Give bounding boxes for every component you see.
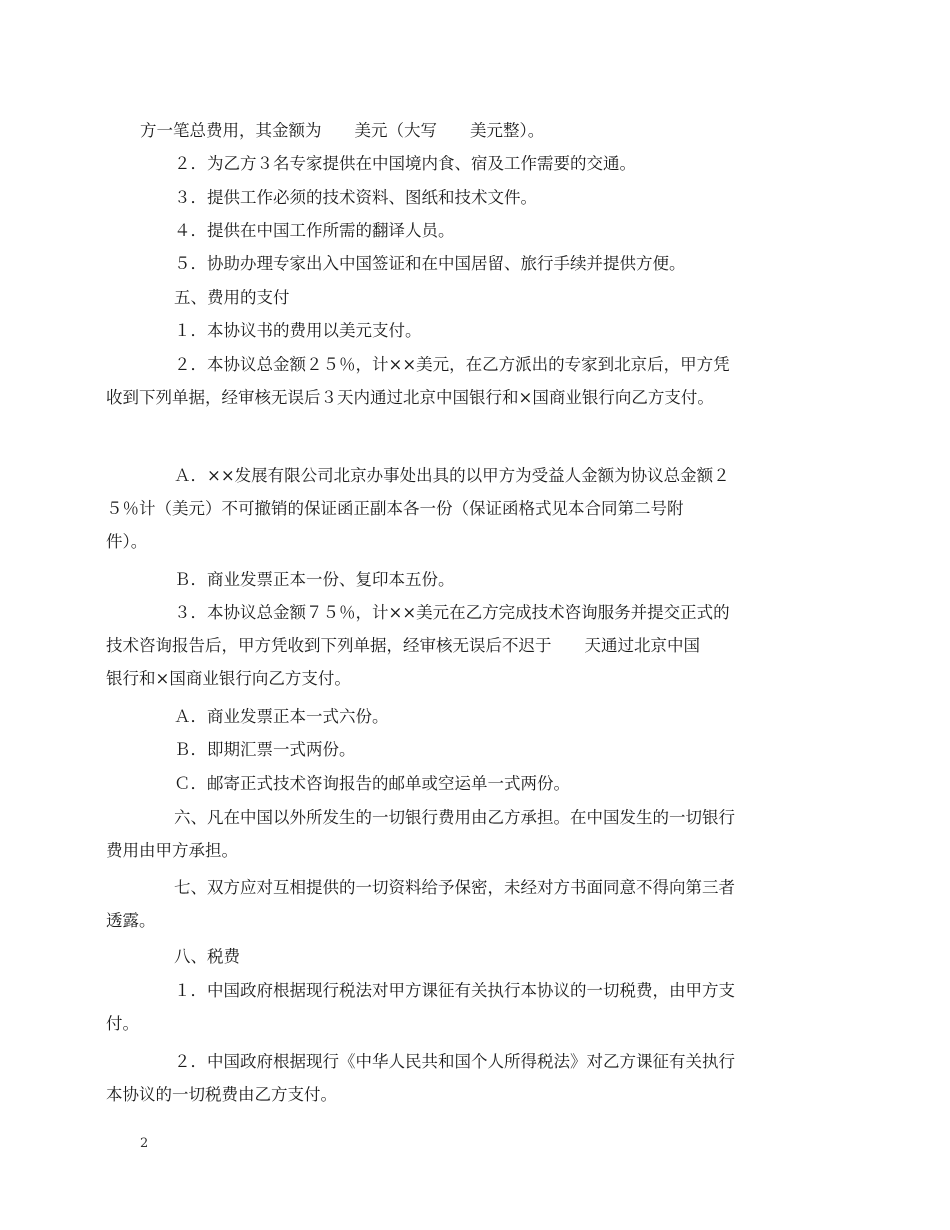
paragraph-tax-party-a <box>106 974 820 1040</box>
paragraph-line: １．中国政府根据现行税法对甲方课征有关执行本协议的一切税费，由甲方支 <box>174 981 735 1000</box>
paragraph-line: Ａ．××发展有限公司北京办事处出具的以甲方为受益人金额为协议总金额２ <box>174 466 730 485</box>
paragraph-line: 付。 <box>106 1014 139 1033</box>
paragraph-line: 七、双方应对互相提供的一切资料给予保密，未经对方书面同意不得向第三者 <box>174 878 735 897</box>
paragraph-line: ２．为乙方３名专家提供在中国境内食、宿及工作需要的交通。 <box>174 154 636 173</box>
paragraph-payment-25-percent <box>106 348 820 414</box>
paragraph-payment-currency <box>140 314 820 347</box>
paragraph-line: Ｂ．即期汇票一式两份。 <box>174 740 356 759</box>
paragraph-line: ３．提供工作必须的技术资料、图纸和技术文件。 <box>174 188 537 207</box>
paragraph-line: ２．本协议总金额２５％，计××美元，在乙方派出的专家到北京后，甲方凭 <box>174 355 730 374</box>
section-heading-taxes <box>140 940 820 973</box>
paragraph-fee-amount <box>140 114 820 147</box>
paragraph-item-3-materials <box>140 181 820 214</box>
paragraph-item-a-guarantee <box>106 459 820 558</box>
paragraph-item-5-visa <box>140 247 820 280</box>
paragraph-line: Ｃ．邮寄正式技术咨询报告的邮单或空运单一式两份。 <box>174 774 570 793</box>
section-heading-payment <box>140 281 820 314</box>
paragraph-line: 收到下列单据，经审核无误后３天内通过北京中国银行和×国商业银行向乙方支付。 <box>106 388 714 407</box>
paragraph-line: ３．本协议总金额７５％，计××美元在乙方完成技术咨询服务并提交正式的 <box>174 603 730 622</box>
paragraph-line: ５％计（美元）不可撤销的保证函正副本各一份（保证函格式见本合同第二号附 <box>106 499 684 518</box>
paragraph-item-c-airway-bill <box>140 767 820 800</box>
paragraph-line: 技术咨询报告后，甲方凭收到下列单据，经审核无误后不迟于 天通过北京中国 <box>106 636 700 655</box>
paragraph-payment-75-percent <box>106 596 820 695</box>
paragraph-line: 五、费用的支付 <box>174 288 290 307</box>
section-bank-fees <box>106 801 820 867</box>
paragraph-tax-party-b <box>106 1045 820 1111</box>
paragraph-line: 本协议的一切税费由乙方支付。 <box>106 1085 337 1104</box>
paragraph-line: １．本协议书的费用以美元支付。 <box>174 321 422 340</box>
paragraph-line: ２．中国政府根据现行《中华人民共和国个人所得税法》对乙方课征有关执行 <box>174 1052 735 1071</box>
paragraph-line: Ａ．商业发票正本一式六份。 <box>174 707 389 726</box>
paragraph-line: ５．协助办理专家出入中国签证和在中国居留、旅行手续并提供方便。 <box>174 254 686 273</box>
paragraph-item-a-invoice-six <box>140 700 820 733</box>
paragraph-item-b-invoice <box>140 563 820 596</box>
paragraph-line: Ｂ．商业发票正本一份、复印本五份。 <box>174 570 455 589</box>
paragraph-line: 银行和×国商业银行向乙方支付。 <box>106 669 351 688</box>
paragraph-line: 方一笔总费用，其金额为 美元（大写 美元整）。 <box>140 121 545 140</box>
section-confidentiality <box>106 871 820 937</box>
paragraph-line: ４．提供在中国工作所需的翻译人员。 <box>174 221 455 240</box>
page-number: 2 <box>140 1136 149 1151</box>
paragraph-line: 透露。 <box>106 911 156 930</box>
paragraph-item-4-translators <box>140 214 820 247</box>
paragraph-line: 八、税费 <box>174 947 240 966</box>
paragraph-line: 费用由甲方承担。 <box>106 841 238 860</box>
paragraph-line: 六、凡在中国以外所发生的一切银行费用由乙方承担。在中国发生的一切银行 <box>174 808 735 827</box>
paragraph-line: 件）。 <box>106 532 148 551</box>
paragraph-item-b-draft <box>140 733 820 766</box>
paragraph-item-2-transport <box>140 147 820 180</box>
